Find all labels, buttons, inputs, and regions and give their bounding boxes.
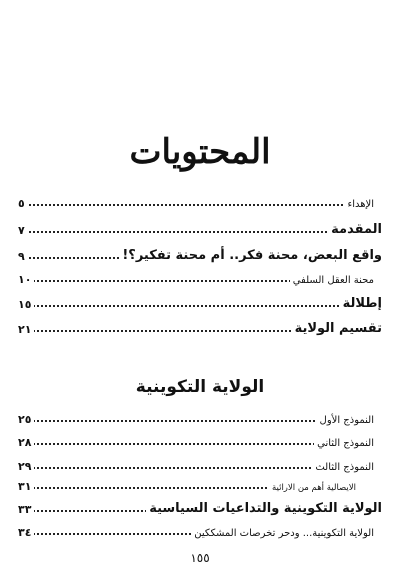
- toc-entry: [18, 431, 382, 449]
- toc-entry-label: الولاية التكوينية والتداعيات السياسية: [146, 501, 382, 516]
- toc-entry-label: الايصالية أهم من الارائية: [269, 483, 382, 493]
- toc-entry: [18, 268, 382, 286]
- toc-entry: [18, 455, 382, 473]
- toc-entry-label: النموذج الثالث: [312, 462, 382, 473]
- toc-entry-page: ٣١: [18, 480, 34, 493]
- toc-entry-label: الولاية التكوينية... ودحر تخرصات المشككين: [191, 528, 382, 539]
- toc-entry-label: محنة العقل السلفي: [290, 275, 382, 286]
- toc-entry-page: ٩: [18, 250, 28, 263]
- section-title: الولاية التكوينية: [135, 377, 265, 397]
- toc-entry-label: النموذج الثاني: [314, 438, 382, 449]
- toc-entry-label: الإهداء: [345, 199, 382, 210]
- toc-entry-page: ٣٣: [18, 503, 34, 516]
- toc-entry: [18, 245, 382, 263]
- toc-entry: [18, 498, 382, 516]
- toc-entry-page: ٢٥: [18, 413, 34, 426]
- toc-entry-label: المقدمة: [328, 222, 382, 237]
- toc-entry: [18, 475, 382, 493]
- toc-bottom: [18, 408, 382, 539]
- toc-entry-label: إطلالة: [340, 296, 382, 311]
- leader-dots: [18, 305, 382, 307]
- toc-entry: [18, 194, 382, 210]
- toc-entry-page: ٧: [18, 224, 28, 237]
- toc-entry-page: ٢١: [18, 323, 34, 336]
- toc-entry-label: تقسيم الولاية: [292, 321, 382, 336]
- toc-entry: [18, 318, 382, 336]
- toc-entry: [18, 521, 382, 539]
- toc-entry-page: ٢٩: [18, 460, 34, 473]
- toc-entry: [18, 408, 382, 426]
- contents-heading: المحتويات: [129, 132, 271, 172]
- toc-entry-page: ٢٨: [18, 436, 34, 449]
- toc-entry-page: ٥: [18, 197, 28, 210]
- toc-top: [18, 194, 382, 336]
- toc-entry-label: النموذج الأول: [317, 415, 382, 426]
- toc-entry-page: ١٠: [18, 273, 34, 286]
- toc-entry: [18, 293, 382, 311]
- leader-dots: [18, 204, 382, 206]
- toc-entry: [18, 219, 382, 237]
- page-number: ١٥٥: [190, 551, 210, 565]
- toc-entry-page: ١٥: [18, 298, 34, 311]
- toc-entry-page: ٣٤: [18, 526, 34, 539]
- toc-entry-label: واقع البعض، محنة فكر.. أم محنة تفكير؟!: [119, 248, 382, 263]
